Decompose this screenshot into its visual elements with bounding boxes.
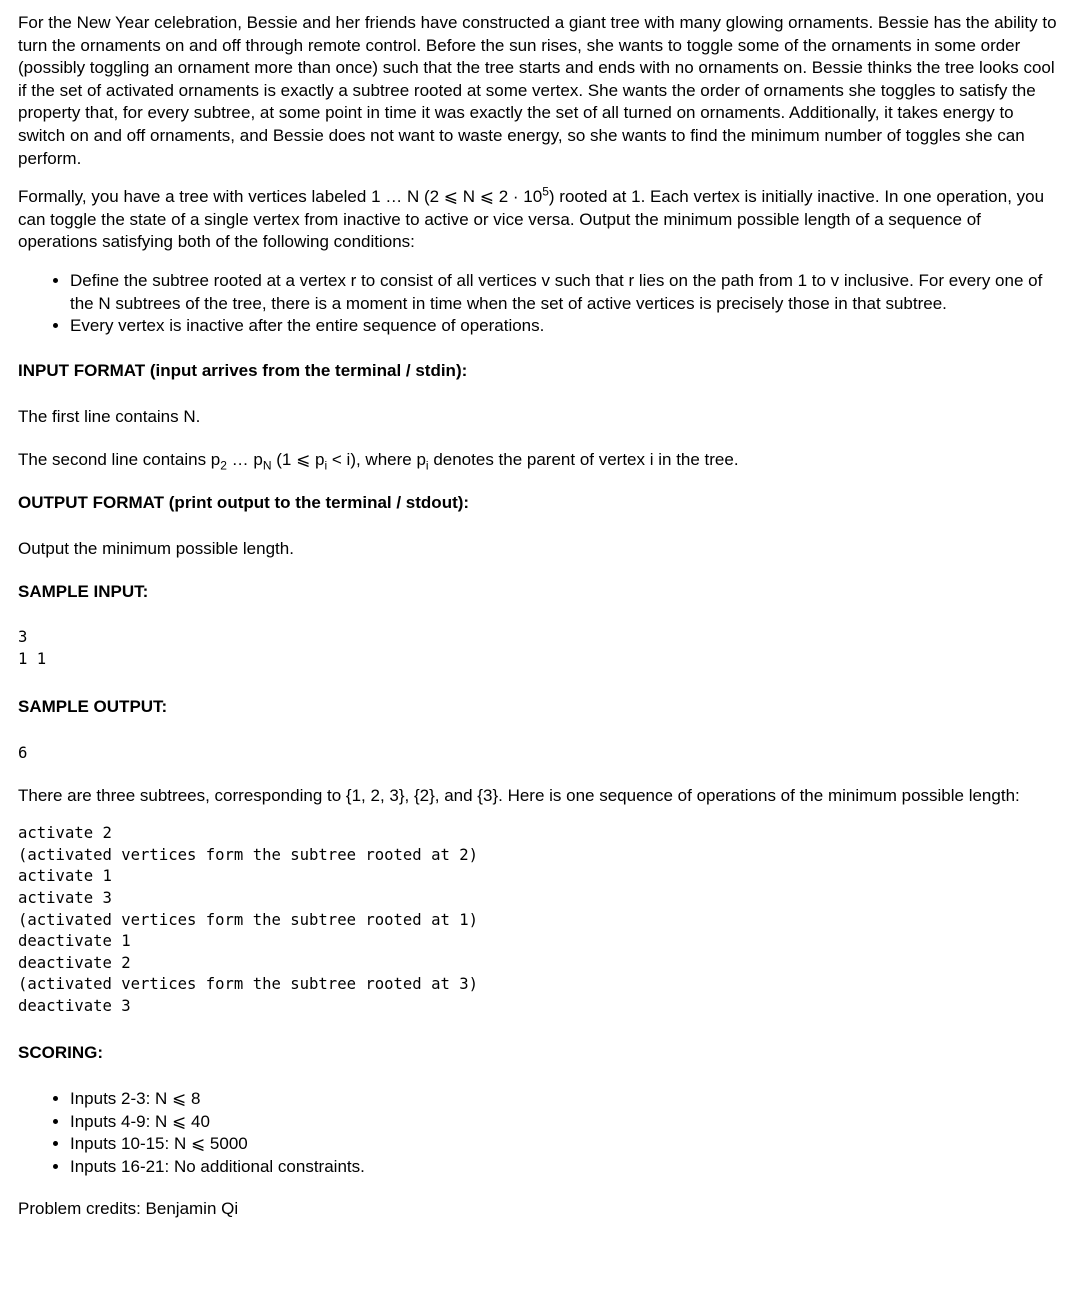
sample-input-heading: SAMPLE INPUT: — [18, 581, 149, 601]
scoring-item: • Inputs 10-15: N ⩽ 5000 — [70, 1133, 1062, 1156]
formal-text-b: ) rooted at 1. Each vertex is initially inactive. In one operation, you can toggle the state of a single vertex from inactive to active or vice versa. Output the minimum possible length of a sequence of operations satisfying both of the following conditions: — [18, 187, 1045, 252]
scoring-item: • Inputs 2-3: N ⩽ 8 — [70, 1088, 1062, 1111]
sample-output-code: 6 — [18, 744, 28, 763]
problem-credits: Problem credits: Benjamin Qi — [18, 1198, 239, 1218]
intro-paragraph: For the New Year celebration, Bessie and her friends have constructed a giant tree with many glowing ornaments. Bessie has the ability to turn the ornaments on and off through remote control. Before the sun rises, she wants to toggle some of the ornaments in some order (possibly toggling an ornament more than once) such that the tree starts and ends with no ornaments on. Bessie thinks the tree looks cool if the set of activated ornaments is exactly a subtree rooted at some vertex. She wants the order of ornaments she toggles to satisfy the property that, for every subtree, at some point in time it was exactly the set of all turned on ornaments. Additionally, it takes energy to switch on and off ornaments, and Bessie does not want to waste energy, so she wants to find the minimum number of toggles she can perform. — [18, 13, 1057, 168]
exponent: 5 — [542, 184, 549, 199]
input-line2-text: (1 ⩽ p — [271, 449, 325, 469]
input-line2-text: The second line contains p — [18, 449, 221, 469]
explanation-paragraph: There are three subtrees, corresponding to {1, 2, 3}, {2}, and {3}. Here is one sequence of operations of the minimum possible length: — [18, 785, 1020, 805]
condition-item: • Every vertex is inactive after the entire sequence of operations. — [70, 315, 1062, 338]
input-line2-sub: N — [262, 458, 272, 473]
formal-paragraph — [18, 186, 1062, 254]
scoring-list — [18, 1088, 1062, 1178]
scoring-heading: SCORING: — [18, 1042, 103, 1062]
output-format-heading: OUTPUT FORMAT (print output to the terminal / stdout): — [18, 492, 470, 512]
input-line1: The first line contains N. — [18, 407, 201, 427]
input-line2-text: denotes the parent of vertex i in the tree. — [428, 449, 739, 469]
scoring-item: • Inputs 16-21: No additional constraints. — [70, 1156, 1062, 1179]
scoring-item: • Inputs 4-9: N ⩽ 40 — [70, 1111, 1062, 1134]
sample-output-heading: SAMPLE OUTPUT: — [18, 697, 168, 717]
input-line2-text: … p — [226, 449, 263, 469]
sample-input-code: 3 1 1 — [18, 628, 47, 668]
formal-text-a: Formally, you have a tree with vertices labeled 1 … N (2 ⩽ N ⩽ 2 · 10 — [18, 187, 543, 207]
output-format-text: Output the minimum possible length. — [18, 539, 294, 559]
input-line2-sub: i — [324, 458, 328, 473]
input-line2-sub: 2 — [220, 458, 227, 473]
conditions-list — [18, 270, 1062, 338]
input-format-heading: INPUT FORMAT (input arrives from the terminal / stdin): — [18, 360, 468, 380]
condition-item: • Define the subtree rooted at a vertex r to consist of all vertices v such that r lies on the path from 1 to v inclusive. For every one of the N subtrees of the tree, there is a moment in time when the set of active vertices is precisely those in that subtree. — [70, 270, 1062, 315]
operations-code: activate 2 (activated vertices form the subtree rooted at 2) activate 1 activate 3 (activated vertices form the subtree rooted at 1) deactivate 1 deactivate 2 (activated vertices form the subtree rooted at 3) deactivate 3 — [18, 824, 479, 1015]
input-line2-text: < i), where p — [327, 449, 426, 469]
input-line2 — [18, 449, 1062, 472]
input-line2-sub: i — [425, 458, 429, 473]
